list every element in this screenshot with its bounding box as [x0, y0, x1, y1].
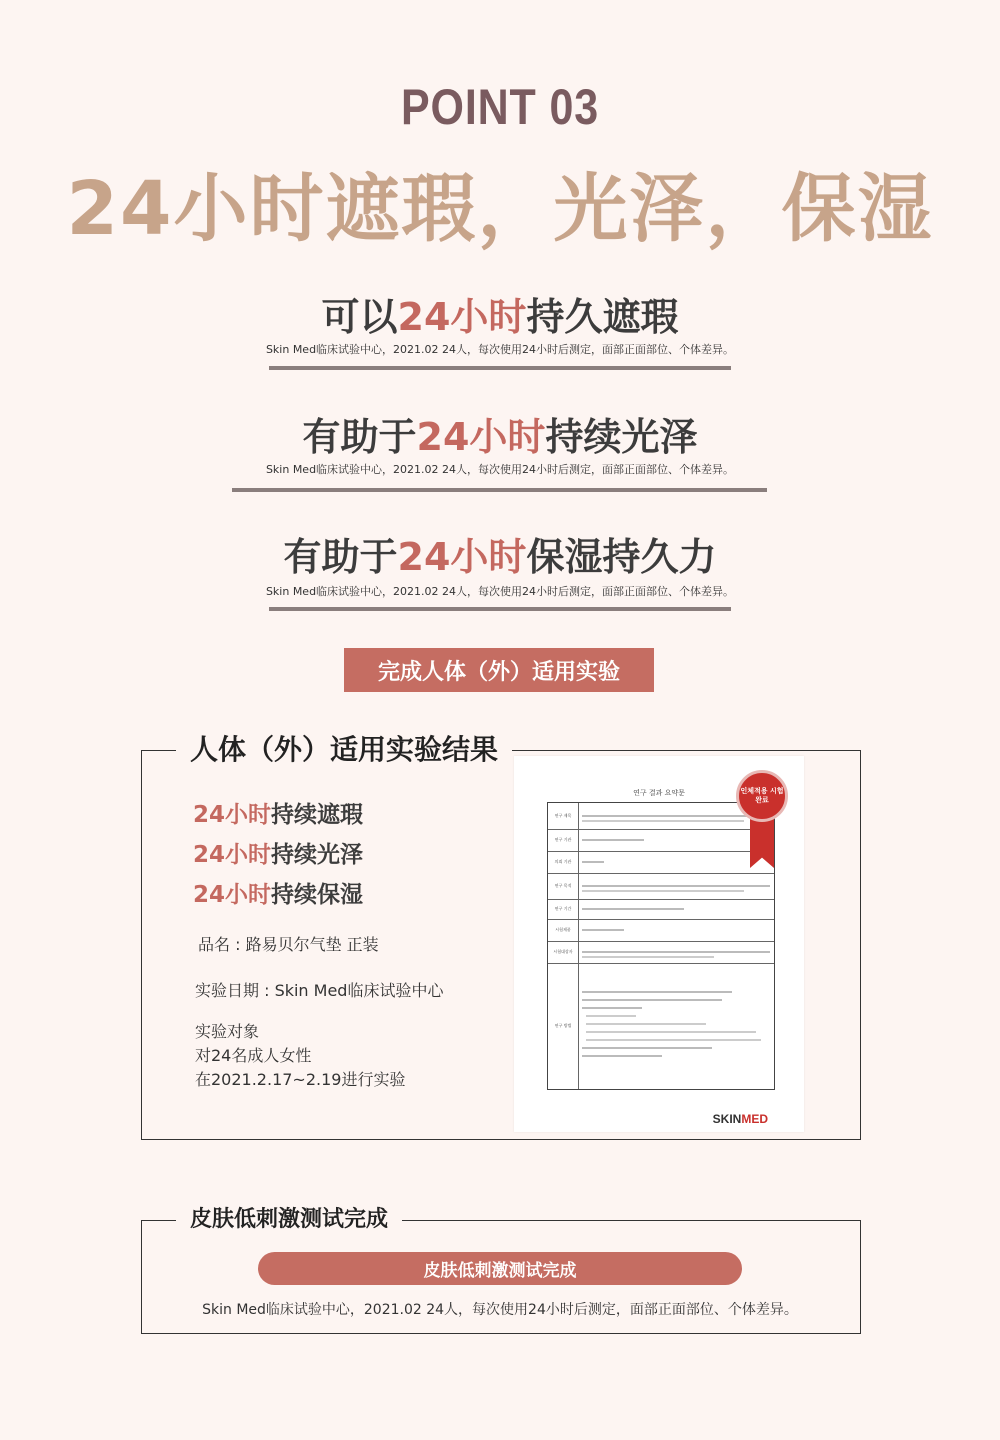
test-complete-tag: 完成人体（外）适用实验: [344, 648, 654, 692]
certificate-table: [547, 802, 775, 1090]
product-name: 品名 : 路易贝尔气垫 正装: [198, 935, 379, 954]
claim-divider-2: [232, 488, 767, 492]
irritation-note: Skin Med临床试验中心，2021.02 24人，每次使用24小时后测定，面部正面部位、个体差异。: [202, 1302, 798, 1318]
claim-title-1: [0, 286, 1000, 341]
test-period: 在2021.2.17~2.19进行实验: [195, 1070, 406, 1089]
claim-suffix: 持续光泽: [545, 415, 698, 459]
claim-highlight: 24小时: [397, 295, 527, 339]
irritation-pill: 皮肤低刺激测试完成: [258, 1252, 742, 1285]
result-highlight: 24小时: [193, 842, 272, 868]
result-text: 持续遮瑕: [271, 802, 364, 828]
result-text: 持续保湿: [271, 882, 364, 908]
certification-seal: 인체적용 시험완료: [736, 770, 788, 822]
claim-note-3: Skin Med临床试验中心，2021.02 24人，每次使用24小时后测定，面部正面部位、个体差异。: [265, 585, 735, 598]
results-title: 人体（外）适用实验结果: [176, 730, 512, 770]
point-label: POINT 03: [400, 79, 600, 135]
result-highlight: 24小时: [193, 802, 272, 828]
subjects-label: 实验对象: [195, 1022, 260, 1041]
claim-prefix: 有助于: [302, 415, 417, 459]
claim-title-3: [0, 526, 1000, 581]
claim-title-2: [0, 406, 1000, 461]
claim-highlight: 24小时: [416, 415, 546, 459]
certificate-row: 시험대상자: [548, 941, 774, 964]
claim-prefix: 有助于: [283, 535, 398, 579]
result-text: 持续光泽: [271, 842, 364, 868]
claim-suffix: 保湿持久力: [526, 535, 717, 579]
certificate-row: 연구 기간: [548, 899, 774, 920]
claim-note-2: Skin Med临床试验中心，2021.02 24人，每次使用24小时后测定，面部正面部位、个体差异。: [265, 463, 735, 476]
result-line-2: [193, 836, 363, 869]
subjects: 对24名成人女性: [195, 1046, 312, 1065]
claim-note-1: Skin Med临床试验中心，2021.02 24人，每次使用24小时后测定，面部正面部位、个体差异。: [265, 343, 735, 356]
claim-divider-3: [269, 607, 731, 611]
certificate-document: [514, 756, 804, 1132]
result-line-1: [193, 796, 363, 829]
skinmed-logo: SKINMED: [712, 1112, 768, 1126]
claim-divider-1: [269, 366, 731, 370]
certificate-row: 의뢰 기관: [548, 851, 774, 874]
main-title: 24小时遮瑕，光泽，保湿: [66, 166, 934, 252]
certificate-row: 연구 목적: [548, 873, 774, 900]
certificate-row: 연구 제목: [548, 803, 774, 830]
claim-prefix: 可以: [321, 295, 398, 339]
certificate-title: 연구 결과 요약문: [633, 789, 685, 797]
certificate-row: 시험제품: [548, 919, 774, 942]
result-highlight: 24小时: [193, 882, 272, 908]
certificate-row: 연구 방법: [548, 963, 774, 1089]
result-line-3: [193, 876, 363, 909]
test-date: 实验日期 : Skin Med临床试验中心: [195, 981, 444, 1000]
claim-suffix: 持久遮瑕: [526, 295, 679, 339]
certificate-row: 연구 기관: [548, 829, 774, 852]
irritation-title: 皮肤低刺激测试完成: [176, 1204, 402, 1236]
claim-highlight: 24小时: [397, 535, 527, 579]
